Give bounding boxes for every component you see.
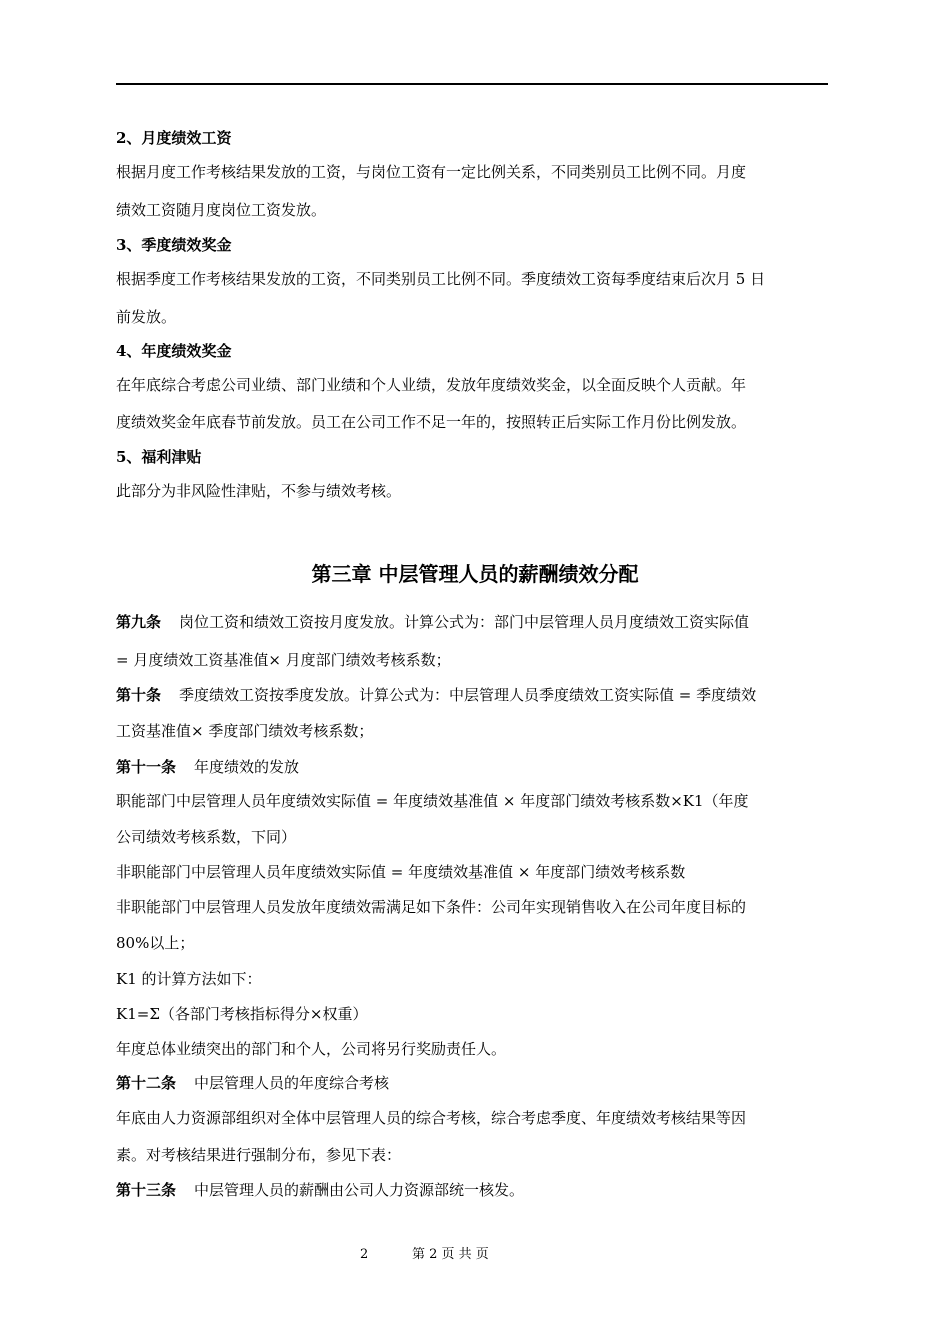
header-rule (116, 83, 828, 85)
page-info: 第 2 页 共 页 (412, 1247, 489, 1262)
paragraph-line: 前发放。 (116, 308, 177, 326)
paragraph-line: 非职能部门中层管理人员发放年度绩效需满足如下条件：公司年实现销售收入在公司年度目标的 (116, 898, 747, 916)
paragraph-line: 公司绩效考核系数，下同） (116, 828, 297, 846)
paragraph-line: 在年底综合考虑公司业绩、部门业绩和个人业绩，发放年度绩效奖金，以全面反映个人贡献。年 (116, 376, 747, 394)
page-number: 2 (360, 1247, 369, 1262)
article-10 (116, 685, 836, 705)
chapter-heading: 第三章 中层管理人员的薪酬绩效分配 (311, 562, 639, 586)
article-13 (116, 1180, 836, 1200)
paragraph-line: 根据月度工作考核结果发放的工资，与岗位工资有一定比例关系，不同类别员工比例不同。月度 (116, 163, 747, 181)
paragraph-line: 年度总体业绩突出的部门和个人，公司将另行奖励责任人。 (116, 1040, 507, 1058)
formula-line: K1=Σ（各部门考核指标得分×权重） (116, 1005, 368, 1023)
article-text: 中层管理人员的薪酬由公司人力资源部统一核发。 (194, 1181, 525, 1199)
paragraph-line: 工资基准值× 季度部门绩效考核系数； (116, 722, 374, 740)
paragraph-line: 此部分为非风险性津贴，不参与绩效考核。 (116, 482, 402, 500)
article-label: 第十三条 (116, 1181, 177, 1199)
article-12 (116, 1073, 836, 1093)
article-11 (116, 757, 836, 777)
paragraph-line: 绩效工资随月度岗位工资发放。 (116, 201, 327, 219)
article-text: 中层管理人员的年度综合考核 (194, 1074, 390, 1092)
section-title-welfare-allowance: 5、福利津贴 (116, 448, 202, 466)
article-text: 岗位工资和绩效工资按月度发放。计算公式为：部门中层管理人员月度绩效工资实际值 (179, 613, 750, 631)
article-9 (116, 612, 836, 632)
paragraph-line: 根据季度工作考核结果发放的工资，不同类别员工比例不同。季度绩效工资每季度结束后次月 5 日 (116, 270, 766, 288)
paragraph-line: 非职能部门中层管理人员年度绩效实际值 = 年度绩效基准值 × 年度部门绩效考核系数 (116, 863, 686, 881)
paragraph-line: 职能部门中层管理人员年度绩效实际值 = 年度绩效基准值 × 年度部门绩效考核系数×K1（年度 (116, 792, 749, 810)
paragraph-line: 80%以上； (116, 934, 195, 952)
section-title-annual-bonus: 4、年度绩效奖金 (116, 342, 232, 360)
section-title-quarterly-bonus: 3、季度绩效奖金 (116, 236, 232, 254)
paragraph-line: = 月度绩效工资基准值× 月度部门绩效考核系数； (116, 651, 451, 669)
paragraph-line: 度绩效奖金年底春节前发放。员工在公司工作不足一年的，按照转正后实际工作月份比例发放。 (116, 413, 747, 431)
article-label: 第十一条 (116, 758, 177, 776)
paragraph-line: K1 的计算方法如下： (116, 970, 262, 988)
paragraph-line: 素。对考核结果进行强制分布，参见下表： (116, 1146, 402, 1164)
article-label: 第十条 (116, 686, 162, 704)
section-title-monthly-performance-pay: 2、月度绩效工资 (116, 129, 232, 147)
article-label: 第十二条 (116, 1074, 177, 1092)
article-text: 季度绩效工资按季度发放。计算公式为：中层管理人员季度绩效工资实际值 = 季度绩效 (179, 686, 757, 704)
paragraph-line: 年底由人力资源部组织对全体中层管理人员的综合考核，综合考虑季度、年度绩效考核结果等因 (116, 1109, 747, 1127)
article-label: 第九条 (116, 613, 162, 631)
article-text: 年度绩效的发放 (194, 758, 300, 776)
